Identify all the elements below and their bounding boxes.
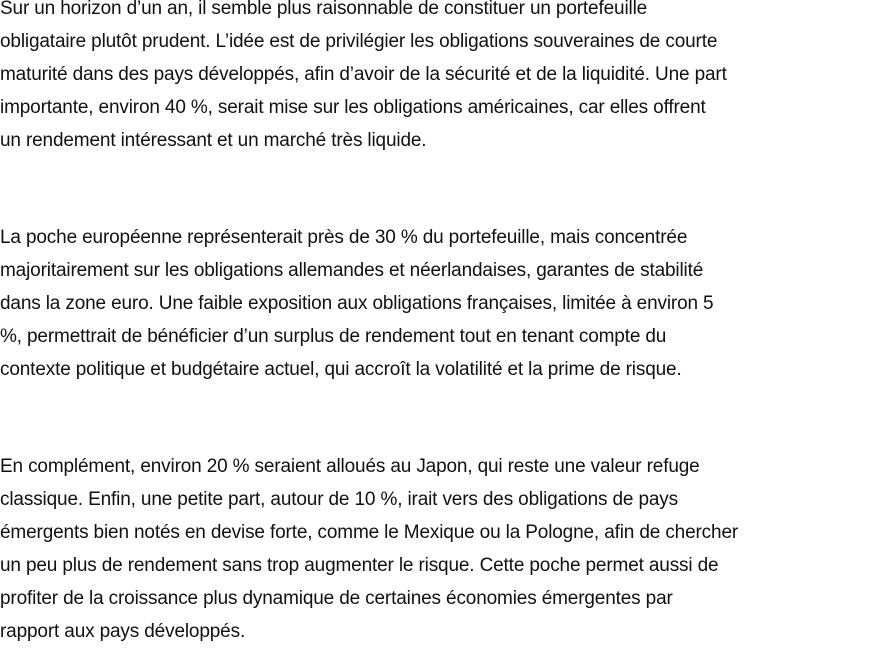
paragraph-japan-emerging-allocation [0,450,885,648]
text-line: émergents bien notés en devise forte, comme le Mexique ou la Pologne, afin de chercher [0,522,739,543]
text-line: Sur un horizon d’un an, il semble plus raisonnable de constituer un portefeuille [0,0,648,19]
paragraph-spacer [0,157,885,221]
text-line: obligataire plutôt prudent. L’idée est de privilégier les obligations souveraines de courte [0,31,718,52]
paragraph-portfolio-overview [0,0,885,157]
text-line: majoritairement sur les obligations allemandes et néerlandaises, garantes de stabilité [0,260,704,281]
text-line: importante, environ 40 %, serait mise sur les obligations américaines, car elles offrent [0,97,706,118]
paragraph-spacer [0,386,885,450]
text-line: un peu plus de rendement sans trop augmenter le risque. Cette poche permet aussi de [0,555,719,576]
text-line: classique. Enfin, une petite part, autour de 10 %, irait vers des obligations de pays [0,489,678,510]
paragraph-european-allocation [0,221,885,386]
text-line: contexte politique et budgétaire actuel, qui accroît la volatilité et la prime de risque. [0,359,682,380]
text-line: La poche européenne représenterait près de 30 % du portefeuille, mais concentrée [0,227,688,248]
text-line: En complément, environ 20 % seraient alloués au Japon, qui reste une valeur refuge [0,456,700,477]
text-line: dans la zone euro. Une faible exposition aux obligations françaises, limitée à environ 5 [0,293,714,314]
text-line: rapport aux pays développés. [0,621,246,642]
text-line: %, permettrait de bénéficier d’un surplus de rendement tout en tenant compte du [0,326,667,347]
text-line: maturité dans des pays développés, afin d’avoir de la sécurité et de la liquidité. Une part [0,64,727,85]
text-line: un rendement intéressant et un marché très liquide. [0,130,427,151]
text-line: profiter de la croissance plus dynamique de certaines économies émergentes par [0,588,673,609]
